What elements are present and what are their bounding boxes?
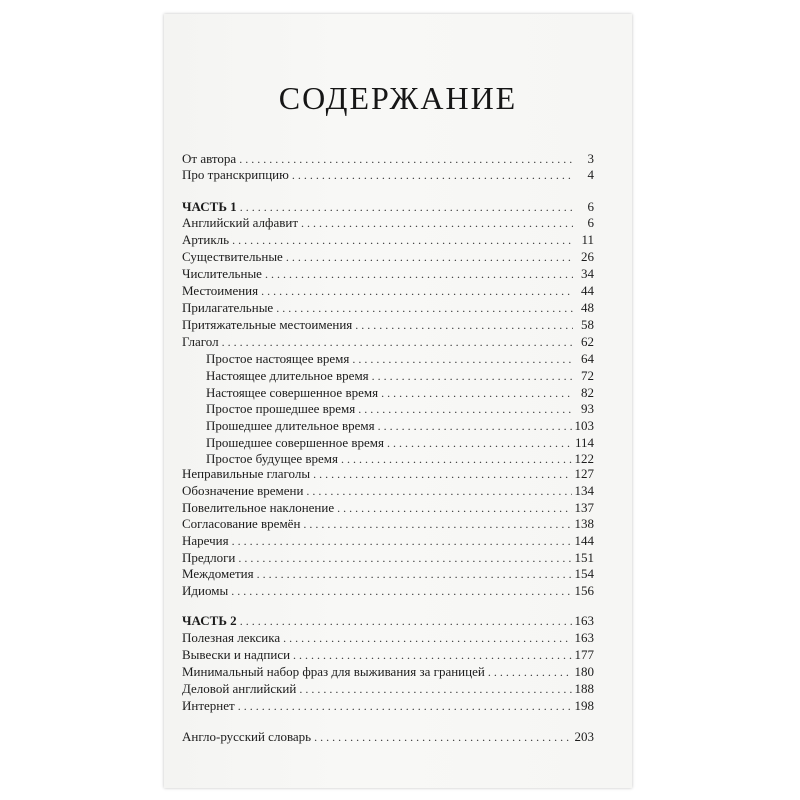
toc-entry-title: Интернет	[182, 698, 235, 713]
toc-page-number: 156	[574, 583, 594, 598]
toc-entry-title: Наречия	[182, 533, 229, 548]
toc-dot-leader	[488, 663, 572, 681]
toc-entry	[182, 565, 594, 582]
toc-entry-title: Притяжательные местоимения	[182, 317, 353, 332]
toc-page-number: 154	[574, 566, 594, 581]
toc-dot-leader	[293, 646, 571, 664]
toc-dot-leader	[358, 400, 573, 418]
toc-dot-leader	[355, 316, 573, 334]
toc-entry-title: Настоящее совершенное время	[206, 385, 379, 400]
toc-page-number: 58	[581, 317, 594, 332]
toc-dot-leader	[306, 482, 571, 500]
toc-page-number: 198	[574, 698, 594, 713]
toc-dot-leader	[238, 697, 572, 715]
toc-dot-leader	[261, 282, 573, 300]
toc-page-number: 4	[587, 167, 594, 182]
toc-entry-title: Существительные	[182, 249, 283, 264]
toc-entry	[182, 582, 594, 599]
toc-entry	[182, 629, 594, 646]
toc-page-number: 64	[581, 351, 594, 366]
toc-dot-leader	[301, 214, 573, 232]
toc-entry	[182, 499, 594, 516]
toc-entry	[182, 728, 594, 745]
toc-dot-leader	[257, 565, 572, 583]
toc-entry	[182, 214, 594, 231]
toc-dot-leader	[231, 582, 571, 600]
toc-dot-leader	[222, 333, 573, 351]
toc-dot-leader	[313, 465, 571, 483]
toc-entry	[182, 680, 594, 697]
toc-page-number: 93	[581, 401, 594, 416]
toc-entry-title: ЧАСТЬ 1	[182, 199, 237, 214]
book-page	[164, 14, 632, 788]
toc-entry-title: Деловой английский	[182, 681, 297, 696]
toc-page-number: 134	[574, 483, 594, 498]
toc-page-number: 72	[581, 368, 594, 383]
toc-entry	[182, 697, 594, 714]
toc-entry-title: От автора	[182, 151, 237, 166]
toc-entry-title: Минимальный набор фраз для выживания за границей	[182, 664, 485, 679]
toc-entry	[182, 532, 594, 549]
toc-entry	[182, 549, 594, 566]
toc-entry-title: Прошедшее длительное время	[206, 418, 375, 433]
toc-entry	[182, 663, 594, 680]
toc-page-number: 188	[574, 681, 594, 696]
toc-page-number: 26	[581, 249, 594, 264]
toc-page-number: 180	[574, 664, 594, 679]
toc-subentry	[182, 350, 594, 367]
toc-subentry	[182, 367, 594, 384]
toc-page-number: 203	[574, 729, 594, 744]
toc-page-number: 144	[574, 533, 594, 548]
toc-entry-title: Неправильные глаголы	[182, 466, 311, 481]
toc-subentry	[182, 400, 594, 417]
toc-entry-title: Числительные	[182, 266, 262, 281]
toc-subentry	[182, 434, 594, 451]
toc-dot-leader	[314, 728, 571, 746]
toc-entry-title: Английский алфавит	[182, 215, 299, 230]
toc-dot-leader	[276, 299, 573, 317]
toc-page-number: 44	[581, 283, 594, 298]
toc-page-number: 163	[574, 613, 594, 628]
toc-entry	[182, 515, 594, 532]
toc-dot-leader	[283, 629, 571, 647]
toc-entry	[182, 316, 594, 333]
toc-page-number: 103	[574, 418, 594, 433]
toc-page-number: 34	[581, 266, 594, 281]
toc-entry-title: Простое прошедшее время	[206, 401, 356, 416]
toc-entry-title: Простое будущее время	[206, 451, 338, 466]
toc-entry-title: Артикль	[182, 232, 230, 247]
toc-entry	[182, 299, 594, 316]
toc-dot-leader	[378, 417, 572, 435]
toc-entry-title: Глагол	[182, 334, 219, 349]
toc-entry	[182, 646, 594, 663]
toc-entry-title: ЧАСТЬ 2	[182, 613, 237, 628]
page-title: СОДЕРЖАНИЕ	[278, 80, 518, 116]
toc-part-heading	[182, 612, 594, 629]
toc-entry-title: Полезная лексика	[182, 630, 281, 645]
toc-page-number: 3	[587, 151, 594, 166]
toc-entry-title: Англо-русский словарь	[182, 729, 312, 744]
toc-entry	[182, 231, 594, 248]
toc-entry	[182, 150, 594, 167]
toc-entry-title: Вывески и надписи	[182, 647, 291, 662]
toc-subentry	[182, 384, 594, 401]
toc-page-number: 151	[574, 550, 594, 565]
toc-page-number: 62	[581, 334, 594, 349]
toc-dot-leader	[232, 231, 573, 249]
toc-entry	[182, 482, 594, 499]
toc-page-number: 114	[574, 435, 594, 450]
toc-page-number: 11	[581, 232, 594, 247]
toc-dot-leader	[299, 680, 571, 698]
toc-dot-leader	[286, 248, 573, 266]
toc-dot-leader	[352, 350, 573, 368]
toc-part-heading	[182, 198, 594, 215]
toc-page-number: 122	[574, 451, 594, 466]
toc-subentry	[182, 417, 594, 434]
toc-entry-title: Согласование времён	[182, 516, 301, 531]
toc-entry	[182, 282, 594, 299]
toc-page-number: 48	[581, 300, 594, 315]
toc-entry	[182, 333, 594, 350]
toc-page-number: 137	[574, 500, 594, 515]
toc-page-number: 138	[574, 516, 594, 531]
toc-entry-title: Прошедшее совершенное время	[206, 435, 385, 450]
toc-dot-leader	[372, 367, 573, 385]
toc-entry-title: Прилагательные	[182, 300, 274, 315]
toc-entry	[182, 248, 594, 265]
toc-page-number: 82	[581, 385, 594, 400]
toc-page-number: 6	[587, 199, 594, 214]
toc-entry-title: Идиомы	[182, 583, 229, 598]
toc-entry-title: Местоимения	[182, 283, 259, 298]
toc-page-number: 6	[587, 215, 594, 230]
toc-entry-title: Междометия	[182, 566, 254, 581]
toc-entry	[182, 465, 594, 482]
toc-dot-leader	[265, 265, 573, 283]
toc-entry-title: Обозначение времени	[182, 483, 304, 498]
toc-entry-title: Повелительное наклонение	[182, 500, 335, 515]
toc-entry	[182, 265, 594, 282]
toc-page-number: 177	[574, 647, 594, 662]
toc-entry	[182, 166, 594, 183]
toc-dot-leader	[232, 532, 572, 550]
toc-page-number: 127	[574, 466, 594, 481]
toc-dot-leader	[303, 515, 571, 533]
toc-entry-title: Предлоги	[182, 550, 236, 565]
toc-dot-leader	[240, 612, 572, 630]
toc-dot-leader	[292, 166, 573, 184]
toc-entry-title: Простое настоящее время	[206, 351, 350, 366]
toc-page-number: 163	[574, 630, 594, 645]
toc-entry-title: Про транскрипцию	[182, 167, 289, 182]
toc-entry-title: Настоящее длительное время	[206, 368, 369, 383]
